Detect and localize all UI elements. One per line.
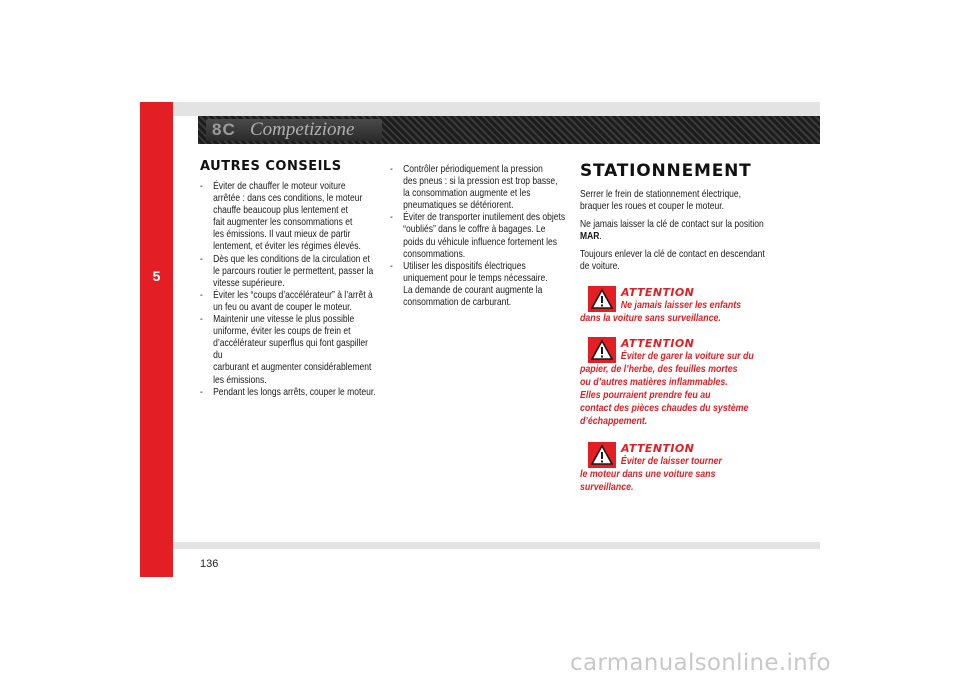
heading-stationnement: STATIONNEMENT (580, 161, 752, 181)
page-number: 136 (200, 558, 219, 570)
logo-script: Competizione (250, 119, 355, 140)
list-item-line: chauffe beaucoup plus lentement et (213, 205, 348, 217)
brand-logo (206, 119, 382, 141)
paragraph-line: de voiture. (580, 261, 620, 273)
list-item-line: Éviter les “coups d’accélérateur” à l’arrêt à (213, 289, 373, 301)
list-item-line: Contrôler périodiquement la pression (403, 164, 543, 175)
tips-list (200, 181, 376, 399)
list-item-line: consommations. (403, 248, 466, 260)
warning-text (580, 299, 767, 325)
list-item-line: des pneus : si la pression est trop basse, (403, 176, 558, 188)
list-item-line: consommation de carburant. (403, 297, 512, 309)
list-item-line: uniquement pour le temps nécessaire. (403, 272, 548, 284)
list-item (200, 314, 376, 387)
list-item-line: “oubliés” dans le coffre à bagages. Le (403, 224, 546, 236)
list-item-line: le parcours routier le permettent, passer la (213, 265, 374, 277)
list-item-line: Dès que les conditions de la circulation et (213, 253, 370, 265)
key-position-mar: MAR (580, 231, 600, 243)
list-item-line: Pendant les longs arrêts, couper le moteur. (213, 386, 376, 398)
list-item-line: d’accélérateur superflus qui font gaspiller du (213, 338, 368, 362)
list-item-line: La demande de courant augmente la (403, 284, 543, 296)
warning-box (580, 337, 820, 428)
watermark: carmanualsonline.info (570, 650, 831, 676)
warning-line: Éviter de garer la voiture sur du (620, 351, 754, 362)
warning-line: surveillance. (580, 482, 634, 493)
brand-banner (198, 116, 820, 144)
list-item-line: uniforme, éviter les coups de frein et (213, 326, 351, 338)
middle-column (390, 164, 566, 309)
list-item-line: la consommation augmente et les (403, 188, 531, 200)
list-item-line: arrêtée : dans ces conditions, le moteur (213, 193, 363, 205)
list-item-line: pneumatiques se détériorent. (403, 200, 514, 212)
list-item (200, 254, 376, 290)
paragraph-line: Toujours enlever la clé de contact en descendant (580, 249, 765, 261)
logo-model: 8C (212, 120, 236, 139)
list-item-line: Éviter de chauffer le moteur voiture (213, 181, 346, 192)
warning-line: contact des pièces chaudes du système (580, 403, 749, 414)
chapter-side-tab (140, 102, 173, 577)
paragraph-line: Serrer le frein de stationnement électrique, (580, 189, 742, 200)
list-item-line: vitesse supérieure. (213, 277, 285, 289)
list-item-line: fait augmenter les consommations et (213, 217, 353, 229)
parking-paragraph-1 (580, 189, 770, 213)
list-item (390, 164, 566, 212)
list-item-line: les émissions. Il vaut mieux de partir (213, 229, 351, 241)
warning-title: ATTENTION (621, 286, 695, 299)
list-item-line: poids du véhicule influence fortement les (403, 236, 558, 248)
warning-box (580, 442, 820, 494)
list-item (200, 181, 376, 254)
warning-title: ATTENTION (621, 337, 695, 350)
list-item-line: Éviter de transporter inutilement des objets (403, 212, 566, 224)
list-item-line: un feu ou avant de couper le moteur. (213, 301, 352, 313)
list-item (390, 261, 566, 309)
paragraph-line: braquer les roues et couper le moteur. (580, 201, 724, 213)
warning-line: papier, de l’herbe, des feuilles mortes (580, 364, 738, 375)
footer-band (173, 542, 820, 549)
warning-line: ou d’autres matières inflammables. (580, 377, 728, 388)
list-item-line: Maintenir une vitesse le plus possible (213, 314, 355, 326)
warning-text (580, 350, 767, 428)
list-item-line: carburant et augmenter considérablement (213, 362, 372, 374)
warning-box (580, 286, 820, 325)
warning-line: Ne jamais laisser les enfants (620, 300, 742, 311)
list-item-line: les émissions. (213, 374, 267, 386)
parking-paragraph-2: Ne jamais laisser la clé de contact sur la position MAR. (580, 219, 764, 243)
warning-line: Éviter de laisser tourner (620, 456, 722, 467)
heading-autres-conseils: AUTRES CONSEILS (200, 159, 342, 174)
list-item (200, 290, 376, 314)
warning-line: Elles pourraient prendre feu au (580, 390, 711, 401)
list-item-line: lentement, et éviter les régimes élevés. (213, 241, 361, 253)
warning-text (580, 455, 767, 494)
header-band (173, 102, 820, 116)
warning-line: dans la voiture sans surveillance. (580, 313, 721, 324)
left-column (200, 181, 376, 399)
tips-list-continued (390, 164, 566, 309)
right-column-text (580, 189, 770, 280)
chapter-number: 5 (152, 268, 161, 284)
warning-line: d’échappement. (580, 416, 648, 427)
parking-paragraph-3 (580, 249, 770, 273)
list-item-line: Utiliser les dispositifs électriques (403, 260, 526, 272)
list-item (200, 387, 376, 399)
warning-line: le moteur dans une voiture sans (580, 469, 716, 480)
warning-title: ATTENTION (621, 442, 695, 455)
list-item (390, 212, 566, 260)
